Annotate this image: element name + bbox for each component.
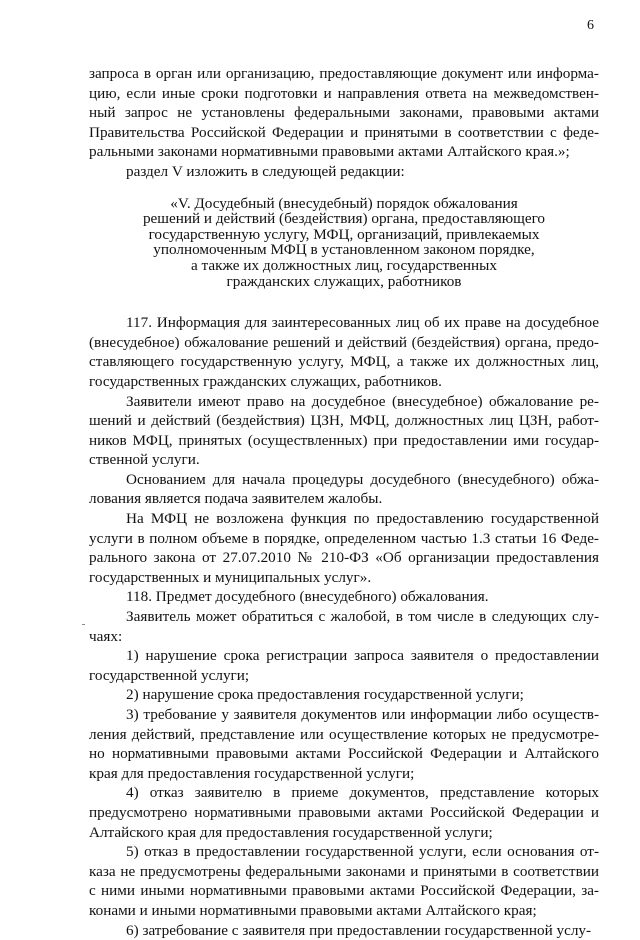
instruction-line: раздел V изложить в следующей редакции: — [126, 162, 405, 180]
text-line: 118. Предмет досудебного (внесудебного) обжалования. — [126, 588, 489, 606]
document-body — [89, 64, 599, 940]
heading-line: государственную услугу, МФЦ, организаций, привлекаемых — [148, 225, 540, 243]
text-line: но нормативными правовыми актами Российской Федерации и Алтайского — [89, 745, 599, 763]
heading-line: решений и действий (бездействия) органа, предоставляющего — [142, 210, 546, 228]
text-line: государственных гражданских служащих, работников. — [89, 372, 442, 390]
text-line: Заявитель может обратиться с жалобой, в том числе в следующих слу- — [126, 608, 599, 626]
text-line: Правительства Российской Федерации и принятыми в соответствии с феде- — [89, 123, 599, 141]
page-number: 6 — [587, 18, 594, 33]
text-line: 5) отказ в предоставлении государственной услуги, если основания от- — [126, 843, 599, 861]
text-line: каза не предусмотрены федеральными законами и принятыми в соответствии — [89, 862, 599, 880]
paragraph — [89, 783, 599, 842]
text-line: ников МФЦ, принятых (осуществленных) при предоставлении ими государ- — [89, 431, 599, 449]
text-line: ральными законами нормативными правовыми актами Алтайского края.»; — [89, 143, 570, 161]
text-line: Основанием для начала процедуры досудебного (внесудебного) обжа- — [126, 470, 599, 488]
paragraph — [89, 921, 599, 940]
text-line: ления действий, представление или осуществление которых не предусмотре- — [89, 725, 599, 743]
paragraph — [89, 587, 599, 607]
text-line: конами и иными нормативными правовыми актами Алтайского края; — [89, 901, 537, 919]
text-line: 3) требование у заявителя документов или информации либо осуществ- — [126, 706, 599, 723]
paragraph — [89, 685, 599, 705]
text-line: Заявители имеют право на досудебное (внесудебное) обжалование ре- — [126, 392, 599, 410]
heading-line: а также их должностных лиц, государственных — [191, 256, 497, 274]
paragraph — [89, 470, 599, 509]
text-line: с ними иными нормативными правовыми актами Российской Федерации, за- — [89, 882, 599, 900]
paragraph-continuation — [89, 64, 599, 162]
text-line: ставляющего государственную услугу, МФЦ, а также их должностных лиц, — [89, 353, 599, 371]
text-line: Алтайского края для предоставления государственной услуги; — [89, 823, 493, 841]
text-line: услуги в полном объеме в порядке, определенном частью 1.3 статьи 16 Феде- — [89, 529, 599, 547]
text-line: 1) нарушение срока регистрации запроса заявителя о предоставлении — [126, 647, 599, 665]
paragraph — [89, 705, 599, 783]
text-line: предусмотрено нормативными правовыми актами Российской Федерации и — [89, 803, 599, 821]
text-line: государственных и муниципальных услуг». — [89, 568, 372, 586]
heading-line: уполномоченным МФЦ в установленном законом порядке, — [153, 241, 535, 259]
text-line: ный запрос не установлены федеральными законами, правовыми актами — [89, 104, 599, 122]
text-line: лования является подача заявителем жалобы. — [89, 490, 383, 508]
text-line: края для предоставления государственной услуги; — [89, 764, 415, 782]
text-line: рального закона от 27.07.2010 № 210-ФЗ «Об организации предоставления — [89, 549, 599, 567]
heading-line: гражданских служащих, работников — [226, 272, 462, 290]
text-line: 2) нарушение срока предоставления государственной услуги; — [126, 686, 524, 704]
paragraph — [89, 607, 599, 646]
text-line: 4) отказ заявителю в приеме документов, представление которых — [126, 784, 599, 802]
section-heading — [89, 196, 599, 290]
scan-mark — [82, 624, 85, 625]
text-line: цию, если иные сроки подготовки и направления ответа на межведомствен- — [89, 84, 599, 102]
paragraph — [89, 646, 599, 685]
paragraph — [89, 392, 599, 470]
heading-line: «V. Досудебный (внесудебный) порядок обжалования — [170, 194, 518, 212]
text-line: 117. Информация для заинтересованных лиц об их праве на досудебное — [126, 314, 599, 332]
paragraph-list — [89, 313, 599, 940]
text-line: 6) затребование с заявителя при предоставлении государственной услу- — [126, 921, 592, 939]
paragraph — [89, 313, 599, 391]
text-line: запроса в орган или организацию, предоставляющие документ или информа- — [89, 65, 599, 82]
text-line: (внесудебное) обжалование решений и действий (бездействия) органа, предо- — [89, 333, 599, 351]
text-line: На МФЦ не возложена функция по предоставлению государственной — [126, 510, 599, 528]
text-line: чаях: — [89, 627, 123, 645]
text-line: государственной услуги; — [89, 666, 250, 684]
text-line: шений и действий (бездействия) ЦЗН, МФЦ, должностных лиц ЦЗН, работ- — [89, 412, 599, 430]
paragraph — [89, 509, 599, 587]
paragraph — [89, 842, 599, 920]
text-line: ственной услуги. — [89, 451, 200, 469]
